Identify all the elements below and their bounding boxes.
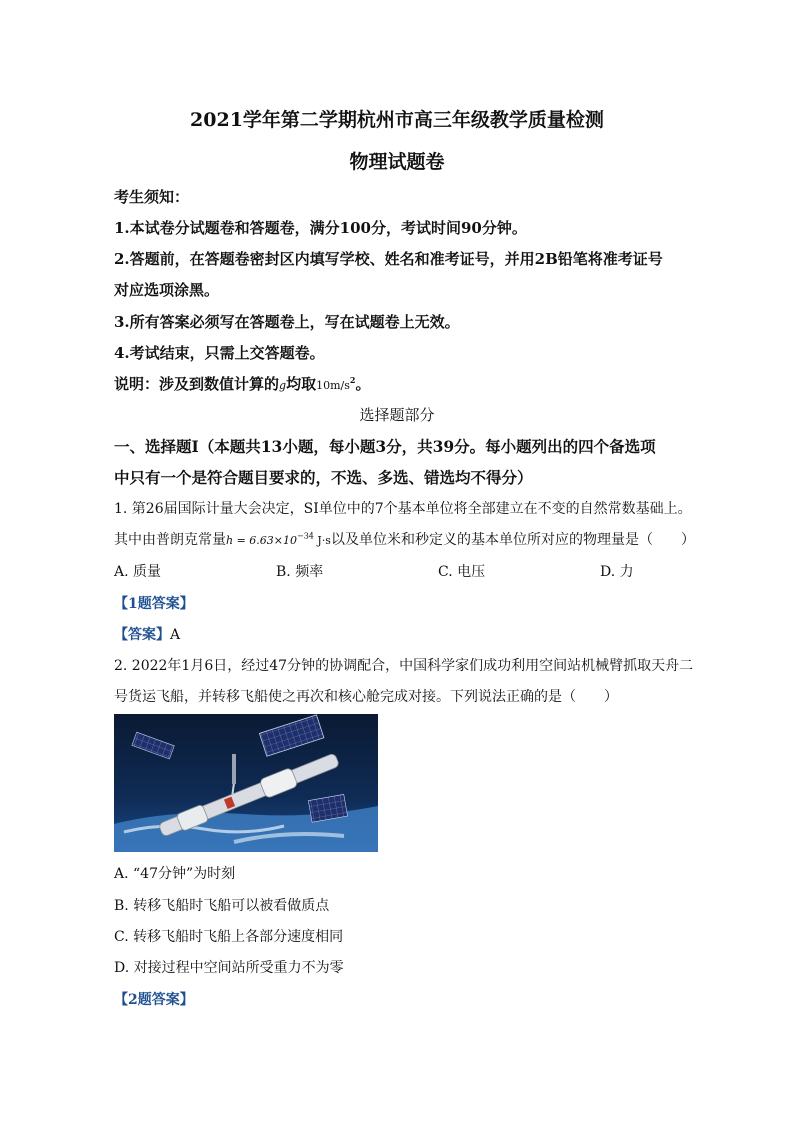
notice-item: 对应选项涂黑。 xyxy=(114,281,220,299)
notice-item: 4.考试结束，只需上交答题卷。 xyxy=(114,344,325,362)
answer-tag: 【1题答案】 xyxy=(114,596,194,612)
option-d: D. 对接过程中空间站所受重力不为零 xyxy=(114,960,344,976)
answer-label: 【答案】 xyxy=(114,627,170,643)
page-title: 2021学年第二学期杭州市高三年级教学质量检测 xyxy=(190,109,604,131)
space-station-photo xyxy=(114,714,378,852)
notice-heading: 考生须知： xyxy=(114,188,190,206)
answer-value: A xyxy=(170,627,181,643)
planck-exponent: −34 xyxy=(297,531,314,541)
g-exponent: 2 xyxy=(349,375,356,385)
g-symbol: g xyxy=(279,379,287,392)
question-2-text: 2. 2022年1月6日，经过47分钟的协调配合，中国科学家们成功利用空间站机械臂抓取天舟二 xyxy=(114,658,694,674)
section-heading: 一、选择题Ⅰ（本题共13小题，每小题3分，共39分。每小题列出的四个备选项 xyxy=(114,437,656,456)
question-1-text: 1. 第26届国际计量大会决定，SI单位中的7个基本单位将全部建立在不变的自然常数基础上。 xyxy=(114,501,692,517)
planck-formula: h = 6.63×10 xyxy=(226,534,298,547)
question-1-text xyxy=(114,529,695,549)
explain-prefix: 说明：涉及到数值计算的 xyxy=(114,375,280,393)
part-title: 选择题部分 xyxy=(359,406,435,424)
notice-item: 1.本试卷分试题卷和答题卷，满分100分，考试时间90分钟。 xyxy=(114,219,527,237)
question-1-pre: 其中由普朗克常量 xyxy=(114,532,226,548)
planck-unit: J·s xyxy=(313,534,331,547)
option-b: B. 频率 xyxy=(276,564,324,580)
notice-item: 2.答题前，在答题卷密封区内填写学校、姓名和准考证号，并用2B铅笔将准考证号 xyxy=(114,250,663,268)
section-heading: 中只有一个是符合题目要求的，不选、多选、错选均不得分） xyxy=(114,468,533,487)
explain-suffix: 。 xyxy=(355,375,371,393)
option-c: C. 电压 xyxy=(438,564,486,580)
option-c: C. 转移飞船时飞船上各部分速度相同 xyxy=(114,929,344,945)
answer-tag: 【2题答案】 xyxy=(114,992,194,1008)
option-b: B. 转移飞船时飞船可以被看做质点 xyxy=(114,898,330,914)
explain-mid: 均取 xyxy=(286,375,317,393)
page-subtitle: 物理试题卷 xyxy=(349,151,445,173)
g-value: 10m/s xyxy=(316,379,350,392)
notice-item: 3.所有答案必须写在答题卷上，写在试题卷上无效。 xyxy=(114,313,460,331)
answer-line xyxy=(114,624,180,644)
option-a: A. 质量 xyxy=(114,564,162,580)
space-station-illustration xyxy=(114,714,378,852)
question-1-post: 以及单位米和秒定义的基本单位所对应的物理量是（ ） xyxy=(330,532,695,548)
question-2-text: 号货运飞船，并转移飞船使之再次和核心舱完成对接。下列说法正确的是（ ） xyxy=(114,689,618,705)
option-a: A. “47分钟”为时刻 xyxy=(114,866,236,882)
option-d: D. 力 xyxy=(600,564,634,580)
notice-explain xyxy=(114,373,370,394)
